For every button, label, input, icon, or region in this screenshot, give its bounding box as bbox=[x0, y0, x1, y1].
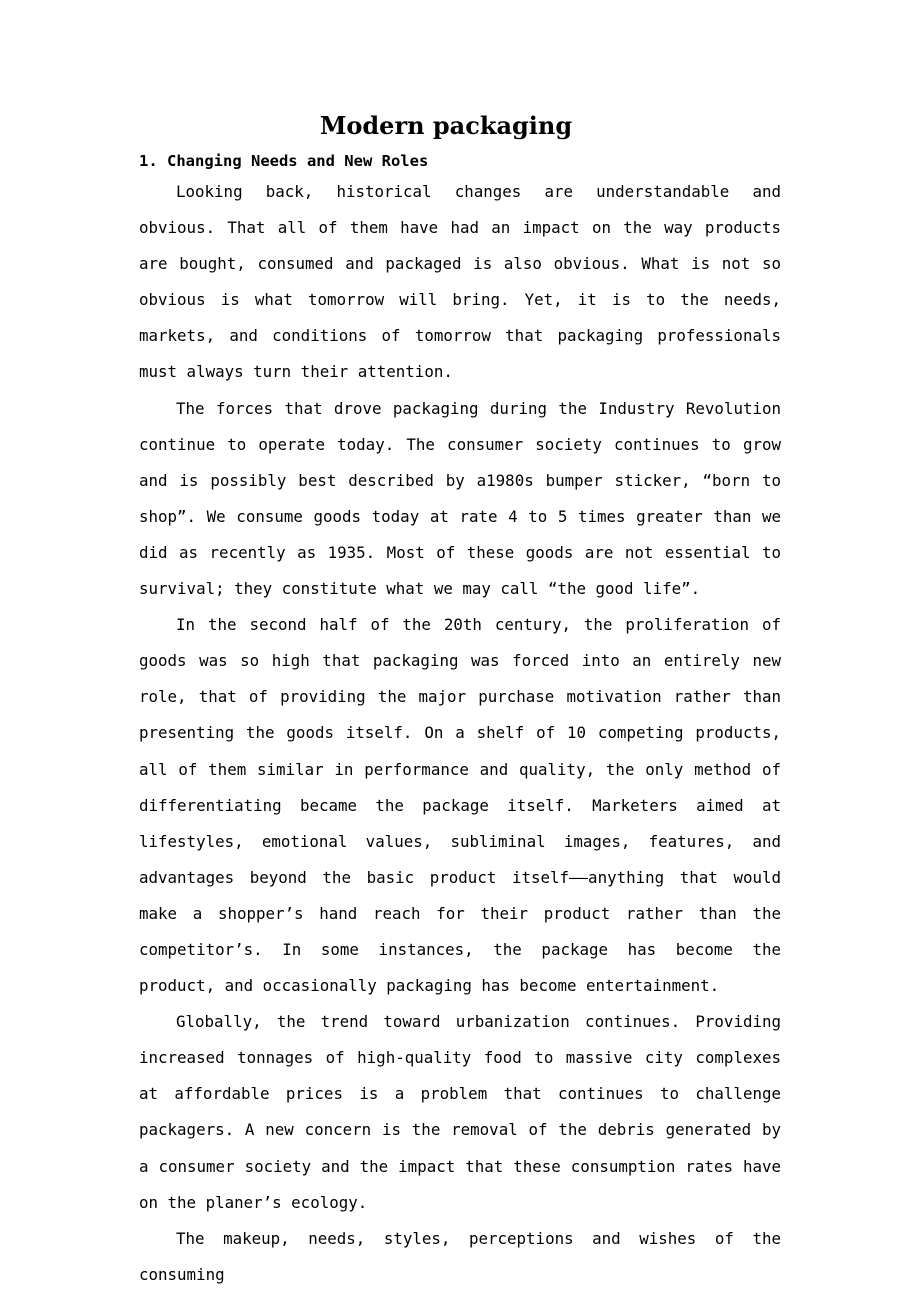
document-body bbox=[139, 174, 781, 1293]
paragraph: Globally, the trend toward urbanization continues. Providing increased tonnages of high-quality food to massive city complexes at affordable prices is a problem that continues to challenge packagers. A new concern is the removal of the debris generated by a consumer society and the impact that these consumption rates have on the planer’s ecology. bbox=[139, 1012, 781, 1212]
section-heading: 1. Changing Needs and New Roles bbox=[139, 152, 429, 170]
paragraph: Looking back, historical changes are understandable and obvious. That all of them have had an impact on the way products are bought, consumed and packaged is also obvious. What is not so obvious is what tomorrow will bring. Yet, it is to the needs, markets, and conditions of tomorrow that packaging professionals must always turn their attention. bbox=[139, 182, 781, 382]
paragraph: The makeup, needs, styles, perceptions and wishes of the consuming bbox=[139, 1228, 781, 1284]
paragraph: The forces that drove packaging during the Industry Revolution continue to operate today. The consumer society continues to grow and is possibly best described by a1980s bumper sticker, “born to shop”. We consume goods today at rate 4 to 5 times greater than we did as recently as 1935. Most of these goods are not essential to survival; they constitute what we may call “the good life”. bbox=[139, 398, 781, 599]
paragraph: In the second half of the 20th century, the proliferation of goods was so high that packaging was forced into an entirely new role, that of providing the major purchase motivation rather than presenting the goods itself. On a shelf of 10 competing products, all of them similar in performance and quality, the only method of differentiating became the package itself. Marketers aimed at lifestyles, emotional values, subliminal images, features, and advantages beyond the basic product itself——anything that would make a shopper’s hand reach for their product rather than the competitor’s. In some instances, the package has become the product, and occasionally packaging has become entertainment. bbox=[139, 615, 781, 996]
document-title: Modern packaging bbox=[319, 111, 573, 140]
